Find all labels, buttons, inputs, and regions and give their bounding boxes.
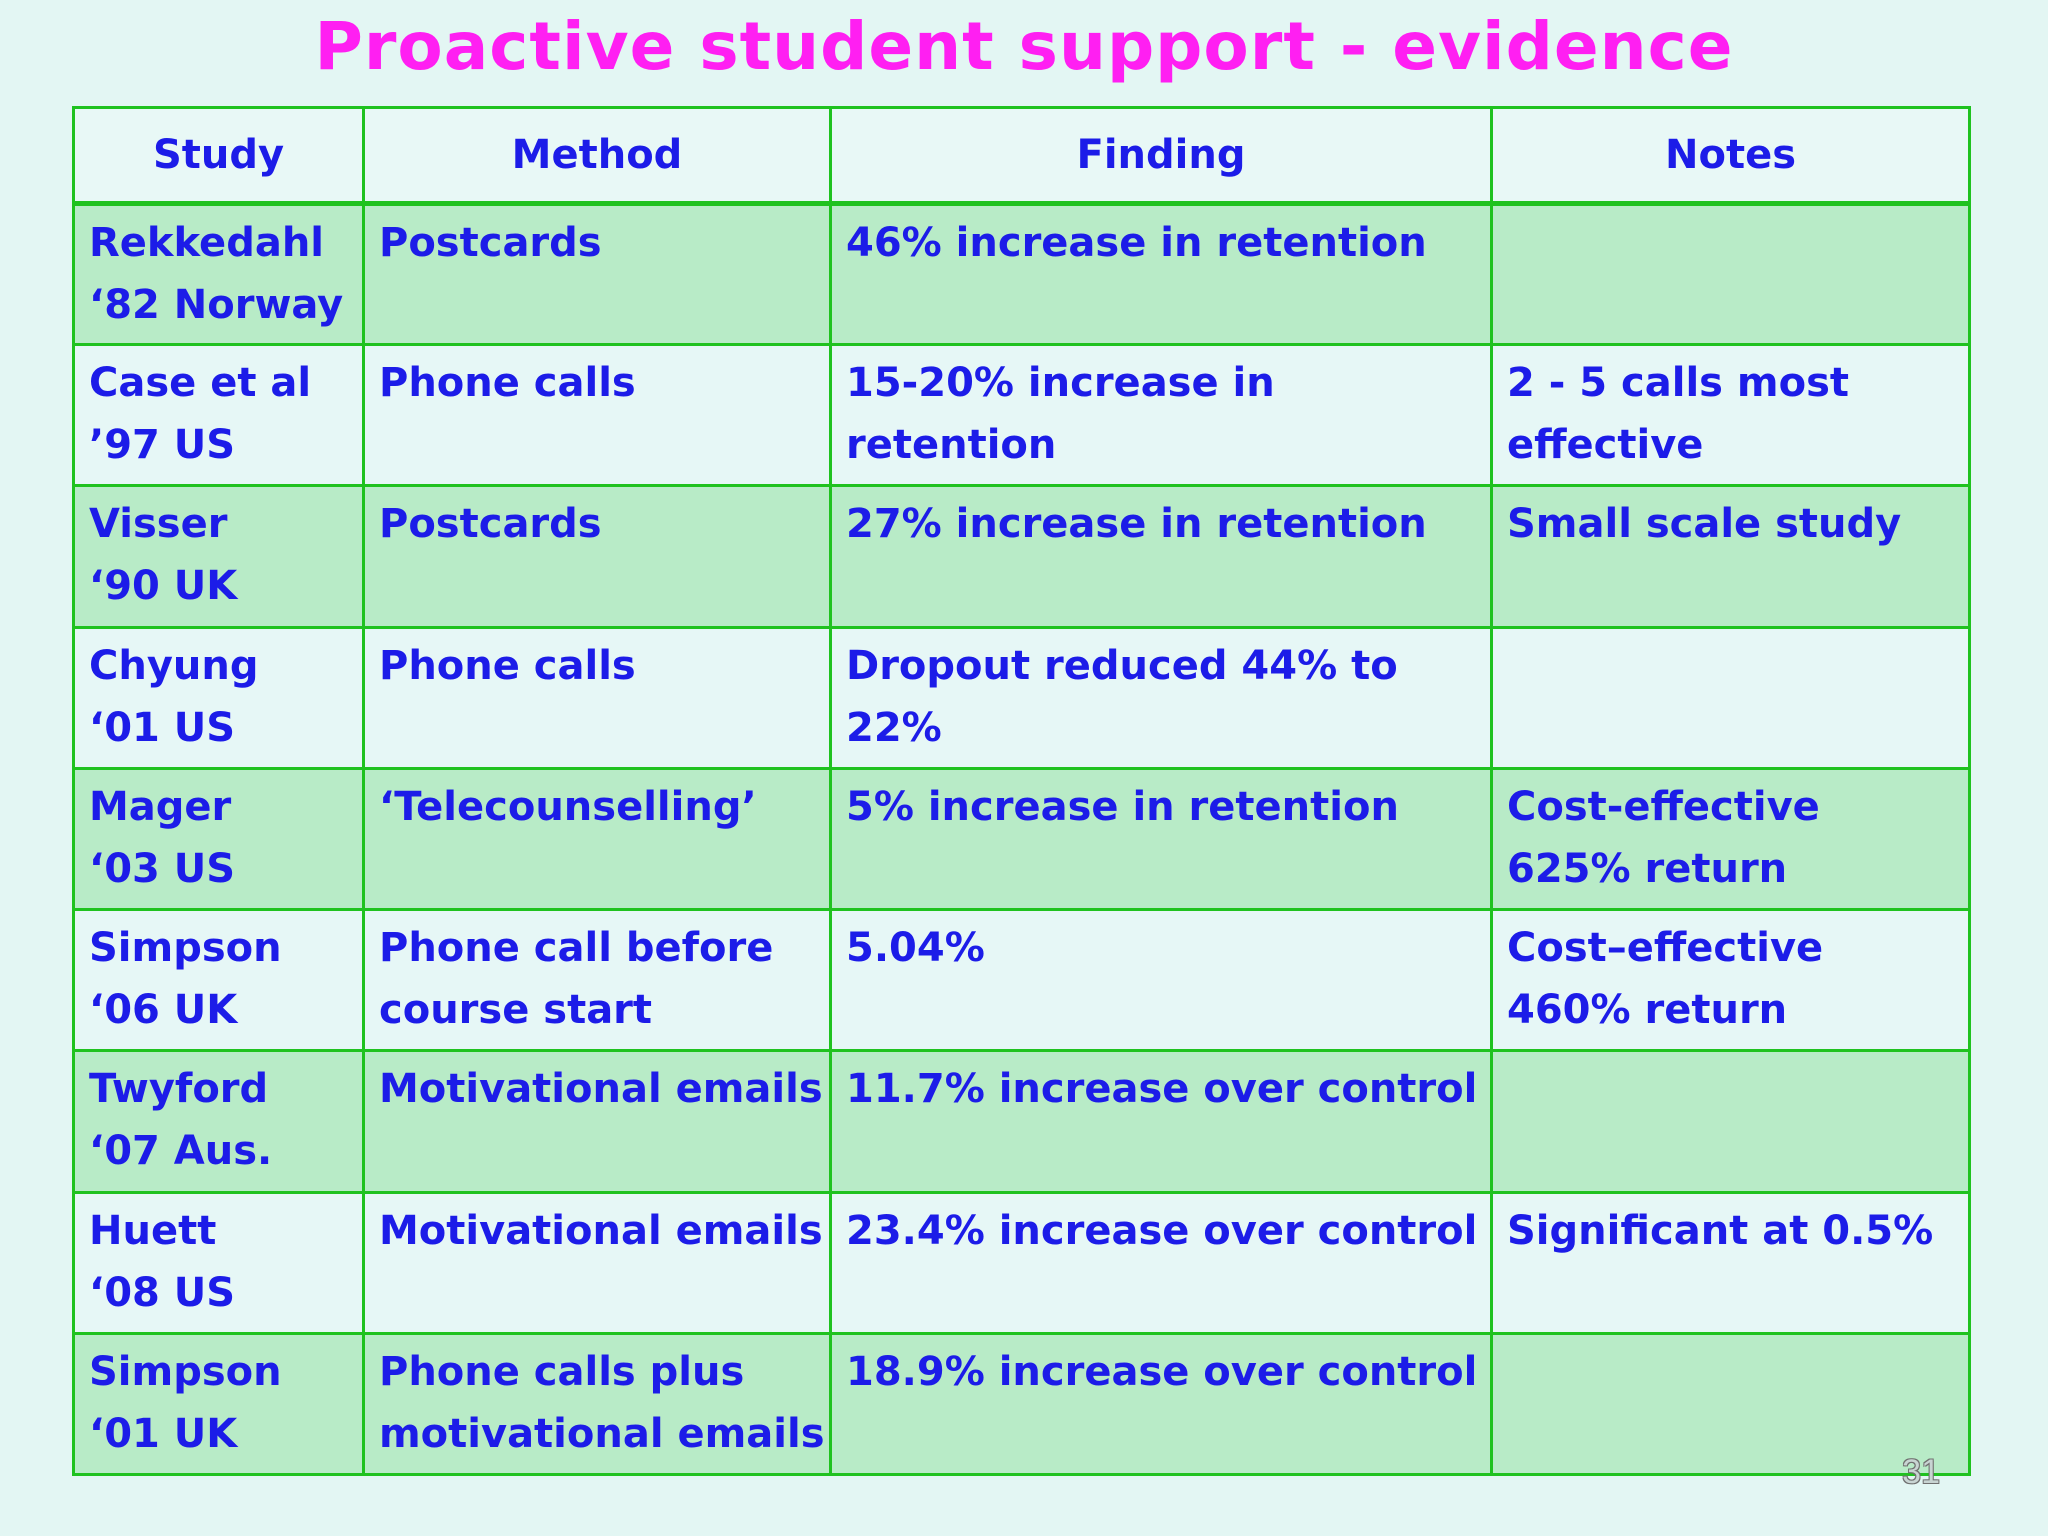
study-line: Huett <box>89 1207 217 1254</box>
study-line: ‘01 US <box>89 704 236 751</box>
finding-cell <box>831 627 1492 768</box>
study-cell <box>74 627 364 768</box>
header-method: Method <box>364 108 831 204</box>
study-cell <box>74 1051 364 1192</box>
method-line: Motivational emails <box>379 1207 823 1254</box>
method-line: Phone calls plus <box>379 1348 745 1395</box>
study-line: ‘08 US <box>89 1269 236 1316</box>
method-cell <box>364 910 831 1051</box>
notes-line: Small scale study <box>1507 501 1902 548</box>
study-cell <box>74 910 364 1051</box>
study-line: Chyung <box>89 642 259 689</box>
table-row <box>74 486 1970 627</box>
finding-line: Dropout reduced 44% to <box>846 642 1398 689</box>
table-row <box>74 768 1970 909</box>
study-line: Case et al <box>89 360 312 407</box>
method-line: Motivational emails <box>379 1066 823 1113</box>
method-cell <box>364 627 831 768</box>
study-line: ‘90 UK <box>89 563 238 610</box>
study-cell <box>74 1333 364 1474</box>
study-line: ’97 US <box>89 422 236 469</box>
study-line: ‘06 UK <box>89 987 238 1034</box>
method-cell <box>364 345 831 486</box>
study-line: Simpson <box>89 1348 282 1395</box>
finding-line: 27% increase in retention <box>846 501 1427 548</box>
notes-line: 2 - 5 calls most <box>1507 360 1849 407</box>
method-cell <box>364 768 831 909</box>
finding-line: 15-20% increase in <box>846 360 1275 407</box>
method-line: Postcards <box>379 220 602 266</box>
finding-line: 11.7% increase over control <box>846 1066 1478 1113</box>
method-line: course start <box>379 987 653 1034</box>
table-header-row <box>74 108 1970 204</box>
method-cell <box>364 204 831 345</box>
header-study: Study <box>74 108 364 204</box>
finding-cell <box>831 910 1492 1051</box>
study-line: Simpson <box>89 925 282 972</box>
method-cell <box>364 486 831 627</box>
study-line: Mager <box>89 783 232 830</box>
finding-line: 5% increase in retention <box>846 783 1399 830</box>
table-row <box>74 204 1970 345</box>
notes-line: Significant at 0.5% <box>1507 1207 1934 1254</box>
header-notes: Notes <box>1492 108 1970 204</box>
notes-cell <box>1492 204 1970 345</box>
method-line: Postcards <box>379 501 602 548</box>
study-line: Visser <box>89 501 228 548</box>
study-line: ‘03 US <box>89 845 236 892</box>
notes-cell <box>1492 1051 1970 1192</box>
table-row <box>74 1333 1970 1474</box>
study-cell <box>74 345 364 486</box>
study-cell <box>74 486 364 627</box>
study-line: Rekkedahl <box>89 220 324 266</box>
method-line: Phone calls <box>379 360 636 407</box>
slide-title: Proactive student support - evidence <box>314 8 1734 85</box>
notes-line: 625% return <box>1507 845 1788 892</box>
method-cell <box>364 1051 831 1192</box>
finding-cell <box>831 1051 1492 1192</box>
method-cell <box>364 1192 831 1333</box>
finding-line: 5.04% <box>846 925 985 972</box>
finding-cell <box>831 345 1492 486</box>
notes-line: Cost-effective <box>1507 783 1820 830</box>
method-line: Phone calls <box>379 642 636 689</box>
table-row <box>74 910 1970 1051</box>
page-number: 31 <box>1902 1453 1940 1491</box>
method-line: motivational emails <box>379 1410 825 1457</box>
finding-cell <box>831 768 1492 909</box>
notes-cell <box>1492 345 1970 486</box>
notes-line: 460% return <box>1507 987 1788 1034</box>
finding-cell <box>831 204 1492 345</box>
evidence-table <box>72 106 1971 1476</box>
notes-cell <box>1492 486 1970 627</box>
table-row <box>74 1051 1970 1192</box>
notes-cell <box>1492 627 1970 768</box>
method-cell <box>364 1333 831 1474</box>
study-cell <box>74 768 364 909</box>
table-row <box>74 1192 1970 1333</box>
study-line: ‘07 Aus. <box>89 1128 273 1175</box>
finding-line: retention <box>846 422 1057 469</box>
study-cell <box>74 1192 364 1333</box>
method-line: ‘Telecounselling’ <box>379 783 757 830</box>
table-row <box>74 627 1970 768</box>
finding-line: 22% <box>846 704 942 751</box>
finding-line: 46% increase in retention <box>846 220 1427 266</box>
study-line: ‘01 UK <box>89 1410 238 1457</box>
finding-cell <box>831 1192 1492 1333</box>
study-line: ‘82 Norway <box>89 282 344 328</box>
finding-cell <box>831 1333 1492 1474</box>
finding-line: 23.4% increase over control <box>846 1207 1478 1254</box>
finding-line: 18.9% increase over control <box>846 1348 1478 1395</box>
method-line: Phone call before <box>379 925 774 972</box>
notes-cell <box>1492 1192 1970 1333</box>
notes-cell <box>1492 910 1970 1051</box>
header-finding: Finding <box>831 108 1492 204</box>
table-row <box>74 345 1970 486</box>
study-cell <box>74 204 364 345</box>
notes-line: effective <box>1507 422 1704 469</box>
notes-line: Cost–effective <box>1507 925 1824 972</box>
study-line: Twyford <box>89 1066 269 1113</box>
finding-cell <box>831 486 1492 627</box>
notes-cell <box>1492 768 1970 909</box>
